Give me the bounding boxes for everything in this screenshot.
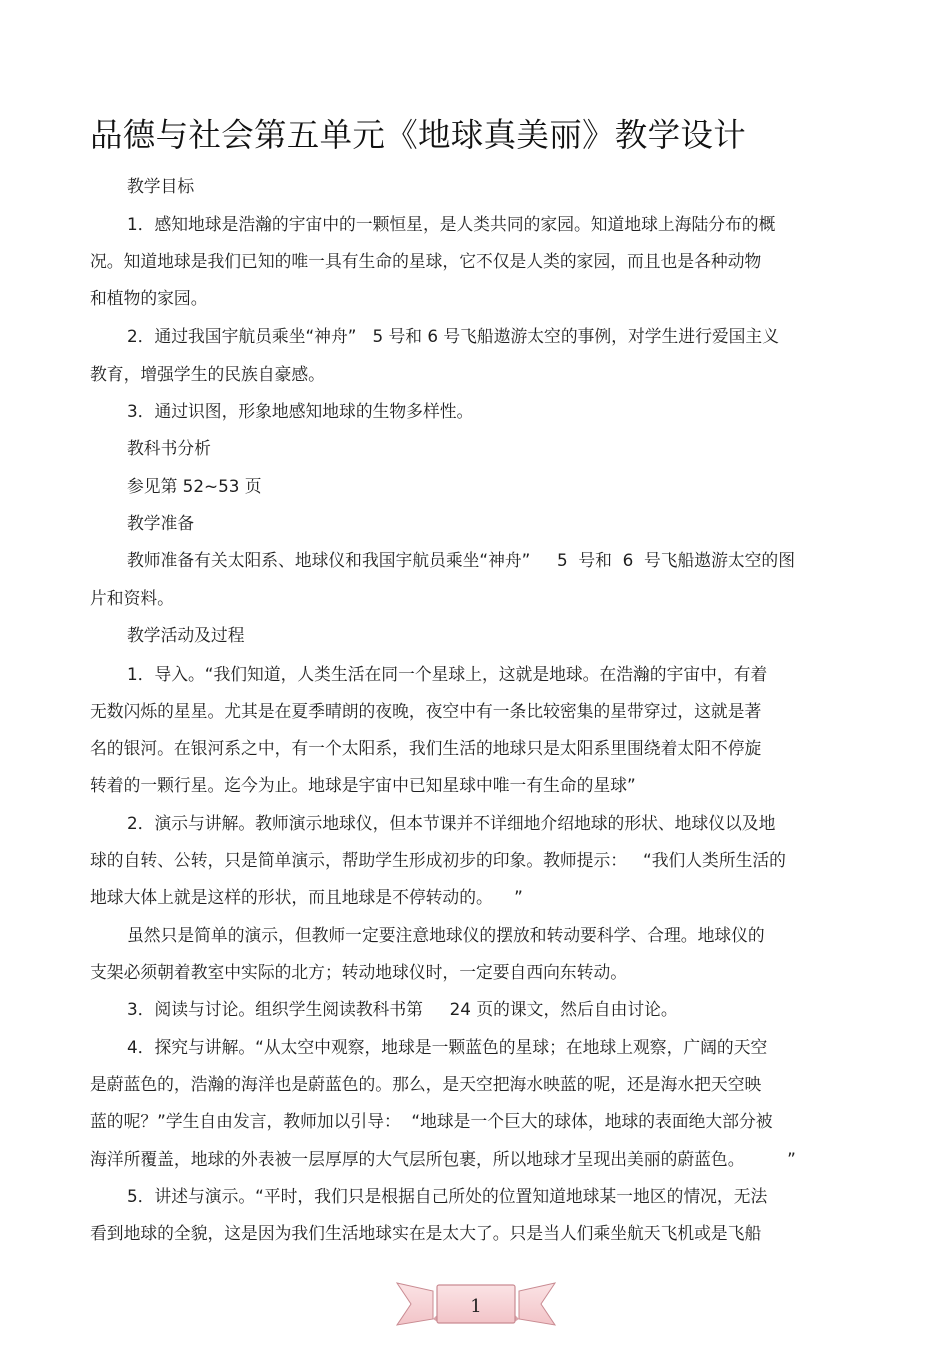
paragraph-line: 教育，增强学生的民族自豪感。 — [90, 364, 325, 384]
paragraph-line: 3．阅读与讨论。组织学生阅读教科书第 24 页的课文，然后自由讨论。 — [127, 999, 678, 1019]
paragraph-line: 教师准备有关太阳系、地球仪和我国宇航员乘坐“神舟” 5 号和 6 号飞船遨游太空的图 — [127, 550, 795, 570]
paragraph-line: 名的银河。在银河系之中，有一个太阳系，我们生活的地球只是太阳系里围绕着太阳不停旋 — [90, 738, 762, 758]
paragraph-line: 蓝的呢？”学生自由发言，教师加以引导： “地球是一个巨大的球体，地球的表面绝大部分被 — [90, 1111, 773, 1131]
section-heading-objectives: 教学目标 — [127, 176, 195, 196]
paragraph-line: 1．感知地球是浩瀚的宇宙中的一颗恒星，是人类共同的家园。知道地球上海陆分布的概 — [127, 214, 776, 234]
paragraph-line: 4．探究与讲解。“从太空中观察，地球是一颗蓝色的星球；在地球上观察，广阔的天空 — [127, 1037, 768, 1057]
paragraph-line: 2．演示与讲解。教师演示地球仪，但本节课并不详细地介绍地球的形状、地球仪以及地 — [127, 813, 776, 833]
paragraph-line: 况。知道地球是我们已知的唯一具有生命的星球，它不仅是人类的家园，而且也是各种动物 — [90, 251, 762, 271]
page-number: 1 — [470, 1296, 482, 1317]
paragraph-line: 和植物的家园。 — [90, 288, 208, 308]
paragraph-line: 无数闪烁的星星。尤其是在夏季晴朗的夜晚，夜空中有一条比较密集的星带穿过，这就是著 — [90, 701, 762, 721]
paragraph-line: 片和资料。 — [90, 588, 174, 608]
paragraph-line: 虽然只是简单的演示，但教师一定要注意地球仪的摆放和转动要科学、合理。地球仪的 — [127, 925, 765, 945]
paragraph-line: 球的自转、公转，只是简单演示，帮助学生形成初步的印象。教师提示： “我们人类所生活的 — [90, 850, 786, 870]
section-heading-textbook: 教科书分析 — [127, 438, 211, 458]
paragraph-line: 转着的一颗行星。迄今为止。地球是宇宙中已知星球中唯一有生命的星球” — [90, 775, 636, 795]
document-title: 品德与社会第五单元《地球真美丽》教学设计 — [90, 116, 747, 154]
paragraph-line: 看到地球的全貌，这是因为我们生活地球实在是太大了。只是当人们乘坐航天飞机或是飞船 — [90, 1223, 762, 1243]
paragraph-line: 参见第 52~53 页 — [127, 476, 262, 496]
paragraph-line: 3．通过识图，形象地感知地球的生物多样性。 — [127, 401, 474, 421]
paragraph-line: 5．讲述与演示。“平时，我们只是根据自己所处的位置知道地球某一地区的情况，无法 — [127, 1186, 768, 1206]
paragraph-line: 是蔚蓝色的，浩瀚的海洋也是蔚蓝色的。那么，是天空把海水映蓝的呢，还是海水把天空映 — [90, 1074, 762, 1094]
paragraph-line: 地球大体上就是这样的形状，而且地球是不停转动的。 ” — [90, 887, 523, 907]
section-heading-activities: 教学活动及过程 — [127, 625, 245, 645]
paragraph-line: 2．通过我国宇航员乘坐“神舟” 5 号和 6 号飞船遨游太空的事例，对学生进行爱国主义 — [127, 326, 779, 346]
section-heading-preparation: 教学准备 — [127, 513, 195, 533]
paragraph-line: 1．导入。“我们知道，人类生活在同一个星球上，这就是地球。在浩瀚的宇宙中，有着 — [127, 664, 768, 684]
paragraph-line: 支架必须朝着教室中实际的北方；转动地球仪时，一定要自西向东转动。 — [90, 962, 628, 982]
paragraph-line: 海洋所覆盖，地球的外表被一层厚厚的大气层所包裹，所以地球才呈现出美丽的蔚蓝色。 ” — [90, 1149, 796, 1169]
